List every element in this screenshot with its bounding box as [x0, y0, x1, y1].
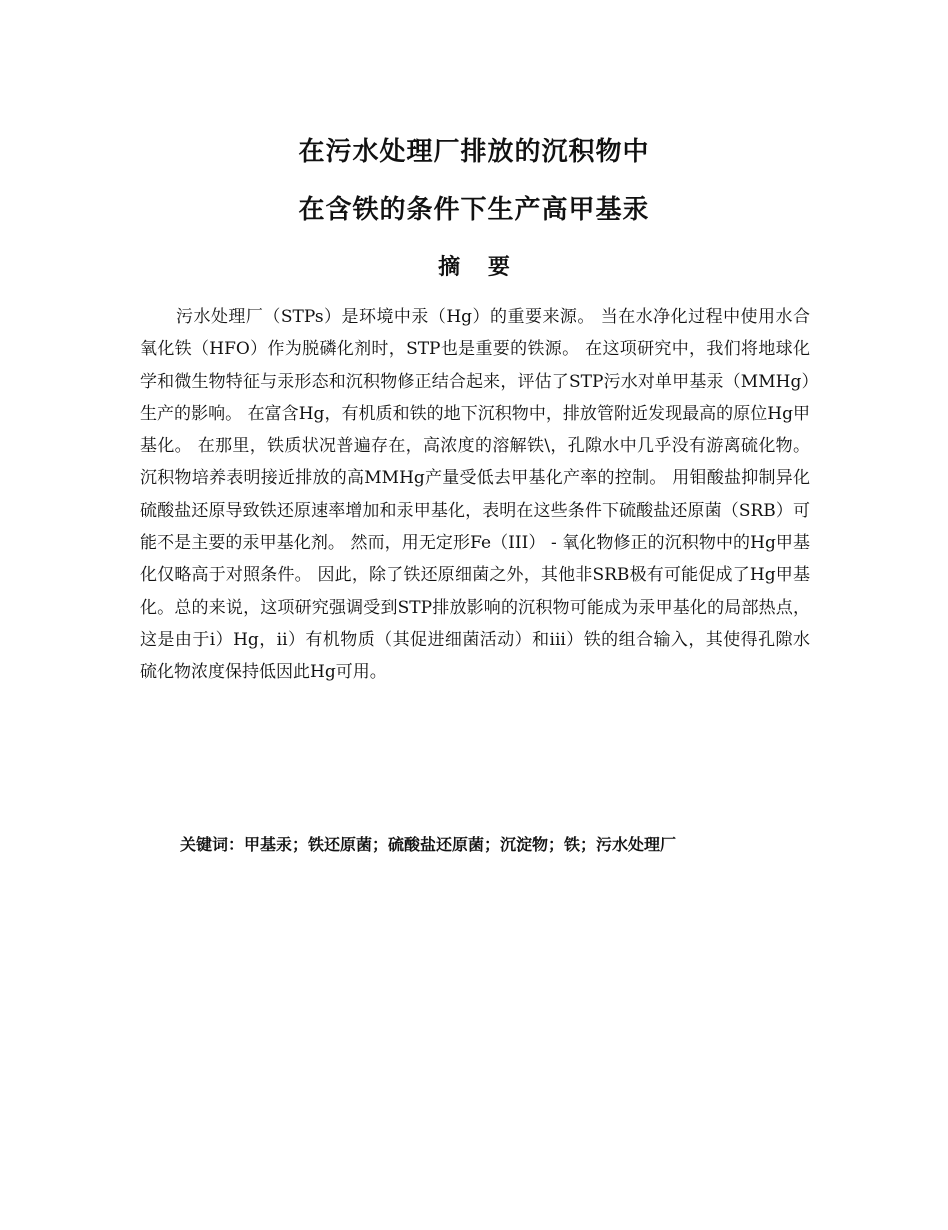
keywords-text: 甲基汞；铁还原菌；硫酸盐还原菌；沉淀物；铁；污水处理厂: [244, 835, 677, 854]
abstract-body: 污水处理厂（STPs）是环境中汞（Hg）的重要来源。 当在水净化过程中使用水合氧化铁（HFO）作为脱磷化剂时，STP也是重要的铁源。 在这项研究中，我们将地球化学和微生物特征与汞形态和沉积物修正结合起来，评估了STP污水对单甲基汞（MMHg）生产的影响。 在富含Hg，有机质和铁的地下沉积物中，排放管附近发现最高的原位Hg甲基化。 在那里，铁质状况普遍存在，高浓度的溶解铁\，孔隙水中几乎没有游离硫化物。 沉积物培养表明接近排放的高MMHg产量受低去甲基化产率的控制。 用钼酸盐抑制异化硫酸盐还原导致铁还原速率增加和汞甲基化，表明在这些条件下硫酸盐还原菌（SRB）可能不是主要的汞甲基化剂。 然而，用无定形Fe（III） - 氧化物修正的沉积物中的Hg甲基化仅略高于对照条件。 因此，除了铁还原细菌之外，其他非SRB极有可能促成了Hg甲基化。总的来说，这项研究强调受到STP排放影响的沉积物可能成为汞甲基化的局部热点，这是由于i）Hg，ii）有机物质（其促进细菌活动）和iii）铁的组合输入，其使得孔隙水硫化物浓度保持低因此Hg可用。: [140, 307, 810, 683]
keywords: [180, 832, 676, 855]
abstract-heading: 摘 要: [438, 255, 520, 280]
keywords-label: 关键词：: [180, 835, 245, 854]
title-line-1: 在污水处理厂排放的沉积物中: [298, 137, 650, 167]
title-line-2: 在含铁的条件下生产高甲基汞: [298, 195, 650, 225]
